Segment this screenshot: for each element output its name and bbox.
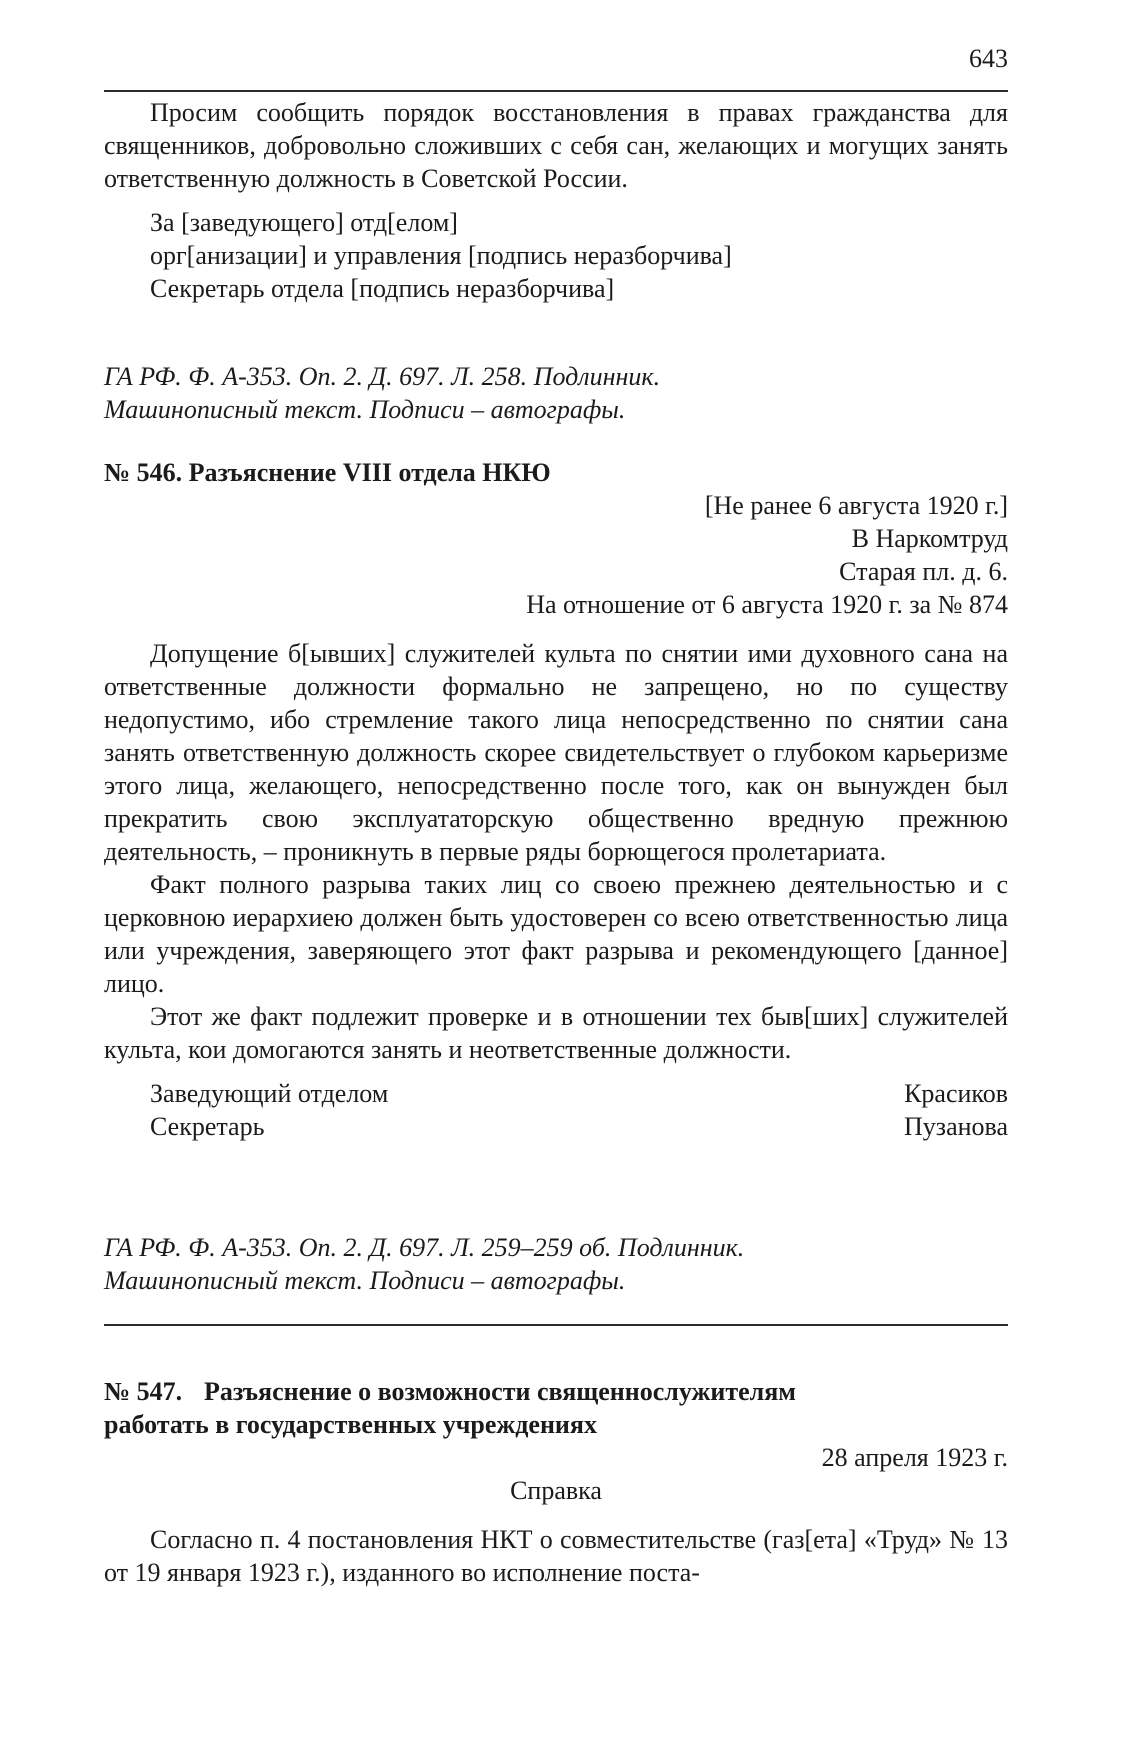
signature-name: Пузанова: [904, 1112, 1008, 1141]
prev-document: [104, 96, 1008, 305]
signature-row: [104, 1110, 1008, 1143]
document-date: [Не ранее 6 августа 1920 г.]: [704, 491, 1008, 520]
document-title-continued: работать в государственных учреждениях: [104, 1410, 597, 1439]
signature-name: Красиков: [904, 1079, 1008, 1108]
document-addressee: В Наркомтруд: [851, 524, 1008, 553]
page-number: 643: [969, 44, 1008, 73]
prev-paragraph: Просим сообщить порядок восстановления в правах гражданства для священников, добровольно сложивших с себя сан, желающих и могущих занять ответственную должность в Советской России.: [104, 98, 1008, 193]
body-paragraph: Этот же факт подлежит проверке и в отношении тех быв[ших] служителей культа, кои домогаются занять и неответственные должности.: [104, 1002, 1008, 1064]
source-line: Машинописный текст. Подписи – автографы.: [104, 1266, 626, 1295]
document-address: Старая пл. д. 6.: [839, 557, 1008, 586]
source-line: ГА РФ. Ф. А-353. Оп. 2. Д. 697. Л. 259–259 об. Подлинник.: [104, 1233, 745, 1262]
source-line: ГА РФ. Ф. А-353. Оп. 2. Д. 697. Л. 258. Подлинник.: [104, 362, 661, 391]
prev-source: [104, 360, 1008, 426]
body-paragraph: Согласно п. 4 постановления НКТ о совместительстве (газ[ета] «Труд» № 13 от 19 января 1923 г.), изданного во исполнение поста-: [104, 1525, 1008, 1587]
source-line: Машинописный текст. Подписи – автографы.: [104, 395, 626, 424]
body-paragraph: Допущение б[ывших] служителей культа по снятии ими духовного сана на ответственные должности формально не запрещено, но по существу недопустимо, ибо стремление такого лица непосредственно по снятии сана занять ответственную должность скорее свидетельствует о глубоком карьеризме этого лица, желающего, непосредственно после того, как он вынужден был прекратить свою эксплуататорскую общественно вредную прежнюю деятельность, – проникнуть в первые ряды борющегося пролетариата.: [104, 639, 1008, 866]
document-number: № 547.: [104, 1377, 183, 1406]
section-divider: [104, 1324, 1008, 1326]
document-type: Справка: [510, 1476, 602, 1505]
body-paragraph: Факт полного разрыва таких лиц со своею прежнею деятельностью и с церковною иерархиею должен быть удостоверен со всею ответственностью лица или учреждения, заверяющего этот факт разрыва и рекомендующего [данное] лицо.: [104, 870, 1008, 998]
prev-signature-line: Секретарь отдела [подпись неразборчива]: [150, 274, 615, 303]
document-number: № 546.: [104, 458, 183, 487]
document-title: Разъяснение о возможности священнослужителям: [204, 1377, 797, 1406]
document-date: 28 апреля 1923 г.: [821, 1443, 1008, 1472]
prev-signature-line: орг[анизации] и управления [подпись неразборчива]: [150, 241, 732, 270]
signature-role: Секретарь: [150, 1112, 265, 1141]
document-reference: На отношение от 6 августа 1920 г. за № 874: [526, 590, 1008, 619]
document-signatures: [104, 1077, 1008, 1143]
document-546: [104, 456, 1008, 1143]
prev-signature-line: За [заведующего] отд[елом]: [150, 208, 458, 237]
document-547: [104, 1375, 1008, 1589]
document-heading: [104, 1375, 1008, 1408]
document-heading: [104, 456, 1008, 489]
prev-signatures: [104, 206, 1008, 305]
signature-row: [104, 1077, 1008, 1110]
document-title: Разъяснение VIII отдела НКЮ: [188, 458, 551, 487]
signature-role: Заведующий отделом: [150, 1079, 389, 1108]
document-body: [104, 637, 1008, 1066]
doc-546-source: [104, 1231, 1008, 1297]
header-rule: [104, 90, 1008, 92]
